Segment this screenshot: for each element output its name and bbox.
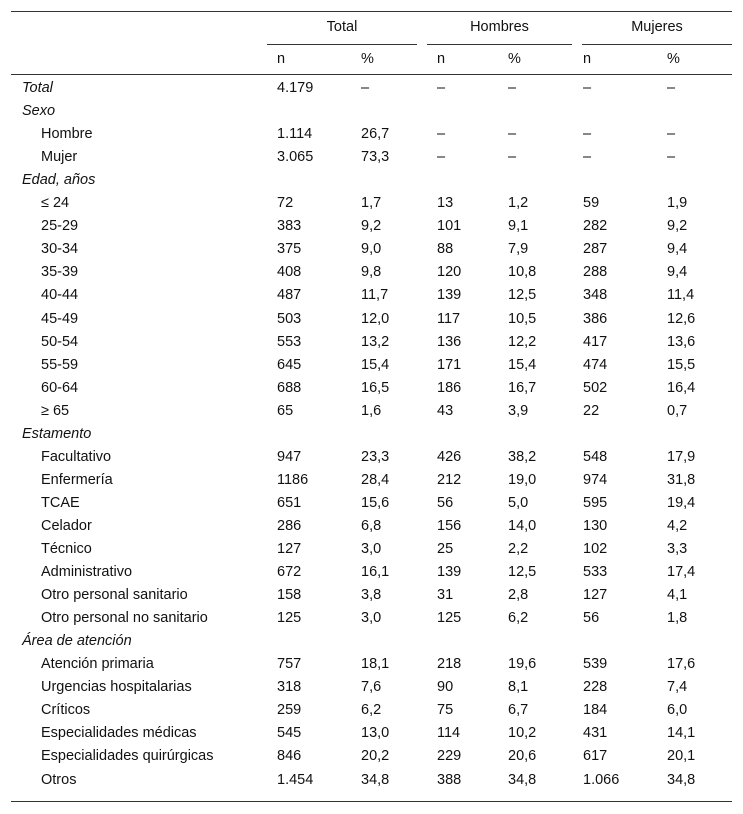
cell-hombres-pct: 20,6 bbox=[508, 748, 537, 765]
cell-hombres-pct: 3,9 bbox=[508, 402, 529, 419]
section-row bbox=[11, 633, 732, 656]
header-bottom-rule bbox=[11, 74, 732, 75]
cell-mujeres-n: 502 bbox=[583, 379, 608, 396]
cell-hombres-pct: 8,1 bbox=[508, 679, 529, 696]
table-row bbox=[11, 311, 732, 334]
cell-total-n: 1.454 bbox=[277, 771, 314, 788]
cell-hombres-pct: 34,8 bbox=[508, 771, 537, 788]
cell-mujeres-n: 1.066 bbox=[583, 771, 620, 788]
cell-hombres-pct: 6,2 bbox=[508, 610, 529, 627]
cell-mujeres-pct: – bbox=[667, 149, 676, 166]
cell-mujeres-n: 102 bbox=[583, 541, 608, 557]
cell-total-pct: 26,7 bbox=[361, 126, 390, 143]
cell-hombres-pct: 16,7 bbox=[508, 379, 537, 396]
subheader-mujeres-n: n bbox=[583, 51, 592, 67]
row-label: Técnico bbox=[41, 541, 92, 557]
row-label: 60-64 bbox=[41, 379, 79, 396]
cell-mujeres-pct: 1,8 bbox=[667, 610, 688, 627]
cell-total-n: 757 bbox=[277, 656, 302, 673]
cell-mujeres-pct: 16,4 bbox=[667, 379, 696, 396]
cell-total-n: 846 bbox=[277, 748, 302, 765]
row-label: Sexo bbox=[22, 103, 56, 120]
cell-total-pct: 16,1 bbox=[361, 564, 390, 581]
cell-mujeres-pct: 13,6 bbox=[667, 333, 696, 350]
cell-total-n: 4.179 bbox=[277, 80, 314, 96]
section-row bbox=[11, 103, 732, 126]
cell-total-n: 651 bbox=[277, 494, 302, 511]
cell-mujeres-n: – bbox=[583, 149, 592, 166]
row-label: Especialidades quirúrgicas bbox=[41, 748, 214, 765]
table-row bbox=[11, 541, 732, 564]
cell-hombres-pct: – bbox=[508, 80, 517, 96]
cell-total-n: 127 bbox=[277, 541, 302, 557]
cell-hombres-pct: 19,0 bbox=[508, 471, 537, 488]
cell-total-pct: 1,6 bbox=[361, 402, 382, 419]
cell-mujeres-pct: – bbox=[667, 126, 676, 143]
row-label: Total bbox=[22, 80, 53, 96]
cell-total-n: 688 bbox=[277, 379, 302, 396]
cell-mujeres-pct: 9,4 bbox=[667, 264, 688, 281]
row-label: ≤ 24 bbox=[41, 195, 70, 212]
cell-total-pct: 9,2 bbox=[361, 218, 382, 235]
cell-hombres-n: 88 bbox=[437, 241, 454, 258]
row-label: Hombre bbox=[41, 126, 93, 143]
cell-total-pct: 73,3 bbox=[361, 149, 390, 166]
cell-mujeres-n: 431 bbox=[583, 725, 608, 742]
cell-hombres-pct: 10,5 bbox=[508, 310, 537, 327]
cell-total-pct: 3,0 bbox=[361, 610, 382, 627]
row-label: Área de atención bbox=[22, 633, 132, 650]
cell-total-n: 259 bbox=[277, 702, 302, 719]
cell-total-n: 672 bbox=[277, 564, 302, 581]
cell-hombres-n: – bbox=[437, 126, 446, 143]
table-row bbox=[11, 610, 732, 633]
cell-total-n: 645 bbox=[277, 356, 302, 373]
cell-hombres-pct: 14,0 bbox=[508, 517, 537, 534]
cell-mujeres-n: 417 bbox=[583, 333, 608, 350]
cell-hombres-pct: 9,1 bbox=[508, 218, 529, 235]
cell-total-pct: 3,8 bbox=[361, 587, 382, 604]
cell-mujeres-n: 617 bbox=[583, 748, 608, 765]
subheader-total-n: n bbox=[277, 51, 286, 67]
header-rule-mujeres bbox=[582, 44, 732, 45]
cell-mujeres-n: 533 bbox=[583, 564, 608, 581]
cell-mujeres-pct: – bbox=[667, 80, 676, 96]
cell-hombres-pct: 10,2 bbox=[508, 725, 537, 742]
cell-hombres-n: 31 bbox=[437, 587, 454, 604]
cell-hombres-pct: 1,2 bbox=[508, 195, 529, 212]
row-label: Otros bbox=[41, 771, 77, 788]
cell-mujeres-n: 548 bbox=[583, 448, 608, 465]
row-label: 45-49 bbox=[41, 310, 79, 327]
cell-mujeres-pct: 0,7 bbox=[667, 402, 688, 419]
cell-total-pct: 16,5 bbox=[361, 379, 390, 396]
table-row bbox=[11, 518, 732, 541]
table-row bbox=[11, 495, 732, 518]
row-label: Celador bbox=[41, 517, 92, 534]
cell-total-pct: – bbox=[361, 80, 370, 96]
cell-total-pct: 12,0 bbox=[361, 310, 390, 327]
cell-mujeres-n: 288 bbox=[583, 264, 608, 281]
cell-hombres-n: 426 bbox=[437, 448, 462, 465]
cell-total-pct: 20,2 bbox=[361, 748, 390, 765]
cell-mujeres-pct: 17,4 bbox=[667, 564, 696, 581]
cell-total-n: 158 bbox=[277, 587, 302, 604]
row-label: Administrativo bbox=[41, 564, 133, 581]
table-row bbox=[11, 772, 732, 795]
cell-hombres-n: 125 bbox=[437, 610, 462, 627]
cell-total-n: 286 bbox=[277, 517, 302, 534]
cell-total-n: 383 bbox=[277, 218, 302, 235]
table-row bbox=[11, 218, 732, 241]
cell-mujeres-n: 184 bbox=[583, 702, 608, 719]
cell-hombres-pct: 10,8 bbox=[508, 264, 537, 281]
table-row bbox=[11, 679, 732, 702]
cell-mujeres-n: 56 bbox=[583, 610, 600, 627]
row-label: Atención primaria bbox=[41, 656, 154, 673]
cell-total-pct: 7,6 bbox=[361, 679, 382, 696]
cell-hombres-n: 156 bbox=[437, 517, 462, 534]
cell-mujeres-n: 474 bbox=[583, 356, 608, 373]
cell-hombres-pct: 7,9 bbox=[508, 241, 529, 258]
cell-mujeres-pct: 1,9 bbox=[667, 195, 688, 212]
cell-hombres-pct: 15,4 bbox=[508, 356, 537, 373]
cell-total-pct: 15,6 bbox=[361, 494, 390, 511]
row-label: Facultativo bbox=[41, 448, 112, 465]
cell-hombres-pct: 6,7 bbox=[508, 702, 529, 719]
row-label: Edad, años bbox=[22, 172, 96, 189]
cell-mujeres-n: 348 bbox=[583, 287, 608, 304]
row-label: 40-44 bbox=[41, 287, 79, 304]
row-label: Críticos bbox=[41, 702, 91, 719]
cell-hombres-n: 25 bbox=[437, 541, 454, 557]
cell-total-pct: 18,1 bbox=[361, 656, 390, 673]
cell-total-n: 318 bbox=[277, 679, 302, 696]
cell-hombres-n: 171 bbox=[437, 356, 462, 373]
cell-total-pct: 9,8 bbox=[361, 264, 382, 281]
table-row bbox=[11, 449, 732, 472]
table-row bbox=[11, 195, 732, 218]
cell-total-n: 1.114 bbox=[277, 126, 313, 143]
cell-total-n: 553 bbox=[277, 333, 302, 350]
cell-total-pct: 34,8 bbox=[361, 771, 390, 788]
cell-mujeres-n: 386 bbox=[583, 310, 608, 327]
cell-total-pct: 9,0 bbox=[361, 241, 382, 258]
row-label: Mujer bbox=[41, 149, 78, 166]
row-label: 35-39 bbox=[41, 264, 79, 281]
cell-total-n: 947 bbox=[277, 448, 302, 465]
cell-total-pct: 15,4 bbox=[361, 356, 390, 373]
header-total: Total bbox=[326, 19, 358, 35]
cell-hombres-n: 90 bbox=[437, 679, 454, 696]
cell-total-pct: 6,2 bbox=[361, 702, 382, 719]
header-mujeres: Mujeres bbox=[631, 19, 683, 35]
table-row bbox=[11, 357, 732, 380]
header-rule-total bbox=[267, 44, 417, 45]
cell-hombres-n: 388 bbox=[437, 771, 462, 788]
table-row bbox=[11, 241, 732, 264]
cell-total-pct: 6,8 bbox=[361, 517, 382, 534]
cell-mujeres-n: – bbox=[583, 80, 592, 96]
cell-mujeres-pct: 19,4 bbox=[667, 494, 696, 511]
table-row bbox=[11, 403, 732, 426]
cell-total-n: 3.065 bbox=[277, 149, 314, 166]
section-row bbox=[11, 172, 732, 195]
cell-mujeres-pct: 31,8 bbox=[667, 471, 696, 488]
cell-total-n: 487 bbox=[277, 287, 302, 304]
table-row bbox=[11, 656, 732, 679]
cell-total-n: 1186 bbox=[277, 471, 309, 488]
table-row bbox=[11, 702, 732, 725]
table-row bbox=[11, 334, 732, 357]
cell-mujeres-pct: 20,1 bbox=[667, 748, 696, 765]
cell-hombres-n: 218 bbox=[437, 656, 462, 673]
cell-mujeres-n: 539 bbox=[583, 656, 608, 673]
row-label: TCAE bbox=[41, 494, 80, 511]
cell-hombres-n: 186 bbox=[437, 379, 462, 396]
cell-hombres-pct: 5,0 bbox=[508, 494, 529, 511]
cell-total-pct: 13,2 bbox=[361, 333, 390, 350]
cell-mujeres-n: 974 bbox=[583, 471, 608, 488]
cell-hombres-pct: – bbox=[508, 126, 517, 143]
cell-mujeres-pct: 7,4 bbox=[667, 679, 688, 696]
row-label: ≥ 65 bbox=[41, 402, 70, 419]
cell-hombres-n: 114 bbox=[437, 725, 461, 742]
row-label: 50-54 bbox=[41, 333, 79, 350]
cell-mujeres-n: 130 bbox=[583, 517, 608, 534]
table-row bbox=[11, 149, 732, 172]
row-label: Especialidades médicas bbox=[41, 725, 197, 742]
cell-hombres-n: 136 bbox=[437, 333, 462, 350]
cell-mujeres-pct: 3,3 bbox=[667, 541, 688, 557]
cell-total-n: 125 bbox=[277, 610, 302, 627]
cell-total-pct: 11,7 bbox=[361, 287, 389, 304]
cell-hombres-pct: 12,5 bbox=[508, 287, 537, 304]
cell-mujeres-n: 59 bbox=[583, 195, 600, 212]
cell-mujeres-pct: 34,8 bbox=[667, 771, 696, 788]
cell-hombres-pct: 2,2 bbox=[508, 541, 529, 557]
table-row bbox=[11, 725, 732, 748]
row-label: Otro personal sanitario bbox=[41, 587, 188, 604]
cell-mujeres-pct: 9,4 bbox=[667, 241, 688, 258]
cell-mujeres-pct: 14,1 bbox=[667, 725, 696, 742]
row-label: 25-29 bbox=[41, 218, 79, 235]
table-bottom-rule bbox=[11, 801, 732, 802]
row-label: Otro personal no sanitario bbox=[41, 610, 208, 627]
cell-total-pct: 28,4 bbox=[361, 471, 390, 488]
cell-hombres-pct: – bbox=[508, 149, 517, 166]
cell-mujeres-pct: 17,6 bbox=[667, 656, 696, 673]
cell-mujeres-pct: 11,4 bbox=[667, 287, 695, 304]
subheader-mujeres-pct: % bbox=[667, 51, 680, 67]
row-label: 30-34 bbox=[41, 241, 79, 258]
cell-mujeres-pct: 12,6 bbox=[667, 310, 696, 327]
cell-hombres-n: 139 bbox=[437, 287, 462, 304]
cell-hombres-pct: 12,2 bbox=[508, 333, 537, 350]
table-row bbox=[11, 264, 732, 287]
cell-hombres-n: 229 bbox=[437, 748, 462, 765]
row-label: Enfermería bbox=[41, 471, 113, 488]
cell-hombres-n: – bbox=[437, 80, 446, 96]
subheader-total-pct: % bbox=[361, 51, 374, 67]
cell-total-n: 503 bbox=[277, 310, 302, 327]
cell-mujeres-pct: 4,1 bbox=[667, 587, 688, 604]
cell-total-pct: 13,0 bbox=[361, 725, 390, 742]
table-row bbox=[11, 587, 732, 610]
subheader-hombres-n: n bbox=[437, 51, 446, 67]
subheader-hombres-pct: % bbox=[508, 51, 521, 67]
table-row bbox=[11, 472, 732, 495]
header-hombres: Hombres bbox=[470, 19, 529, 35]
cell-hombres-n: 56 bbox=[437, 494, 454, 511]
cell-hombres-pct: 12,5 bbox=[508, 564, 537, 581]
cell-hombres-n: 139 bbox=[437, 564, 462, 581]
cell-mujeres-n: 282 bbox=[583, 218, 608, 235]
row-label: Urgencias hospitalarias bbox=[41, 679, 192, 696]
cell-hombres-n: 101 bbox=[437, 218, 462, 235]
cell-hombres-n: 120 bbox=[437, 264, 462, 281]
section-row bbox=[11, 426, 732, 449]
table-top-rule bbox=[11, 11, 732, 12]
cell-total-n: 375 bbox=[277, 241, 302, 258]
cell-mujeres-pct: 4,2 bbox=[667, 517, 688, 534]
cell-total-pct: 1,7 bbox=[361, 195, 382, 212]
cell-mujeres-pct: 6,0 bbox=[667, 702, 688, 719]
cell-total-n: 65 bbox=[277, 402, 294, 419]
cell-hombres-pct: 19,6 bbox=[508, 656, 537, 673]
cell-hombres-n: 75 bbox=[437, 702, 454, 719]
cell-hombres-pct: 2,8 bbox=[508, 587, 529, 604]
cell-total-pct: 3,0 bbox=[361, 541, 382, 557]
cell-total-n: 545 bbox=[277, 725, 302, 742]
cell-hombres-pct: 38,2 bbox=[508, 448, 537, 465]
table-row bbox=[11, 126, 732, 149]
cell-hombres-n: 43 bbox=[437, 402, 454, 419]
cell-mujeres-pct: 9,2 bbox=[667, 218, 688, 235]
cell-mujeres-pct: 17,9 bbox=[667, 448, 696, 465]
row-label: 55-59 bbox=[41, 356, 79, 373]
cell-total-n: 408 bbox=[277, 264, 302, 281]
cell-hombres-n: – bbox=[437, 149, 446, 166]
cell-mujeres-n: 287 bbox=[583, 241, 608, 258]
table-row bbox=[11, 748, 732, 771]
cell-hombres-n: 13 bbox=[437, 195, 454, 212]
row-label: Estamento bbox=[22, 425, 92, 442]
cell-mujeres-pct: 15,5 bbox=[667, 356, 696, 373]
cell-mujeres-n: – bbox=[583, 126, 592, 143]
cell-mujeres-n: 127 bbox=[583, 587, 608, 604]
table-row bbox=[11, 564, 732, 587]
cell-total-n: 72 bbox=[277, 195, 294, 212]
cell-mujeres-n: 22 bbox=[583, 402, 600, 419]
cell-total-pct: 23,3 bbox=[361, 448, 390, 465]
section-row bbox=[11, 80, 732, 103]
cell-hombres-n: 117 bbox=[437, 310, 461, 327]
table-row bbox=[11, 380, 732, 403]
table-row bbox=[11, 287, 732, 310]
header-rule-hombres bbox=[427, 44, 572, 45]
cell-mujeres-n: 228 bbox=[583, 679, 608, 696]
cell-mujeres-n: 595 bbox=[583, 494, 608, 511]
cell-hombres-n: 212 bbox=[437, 471, 462, 488]
